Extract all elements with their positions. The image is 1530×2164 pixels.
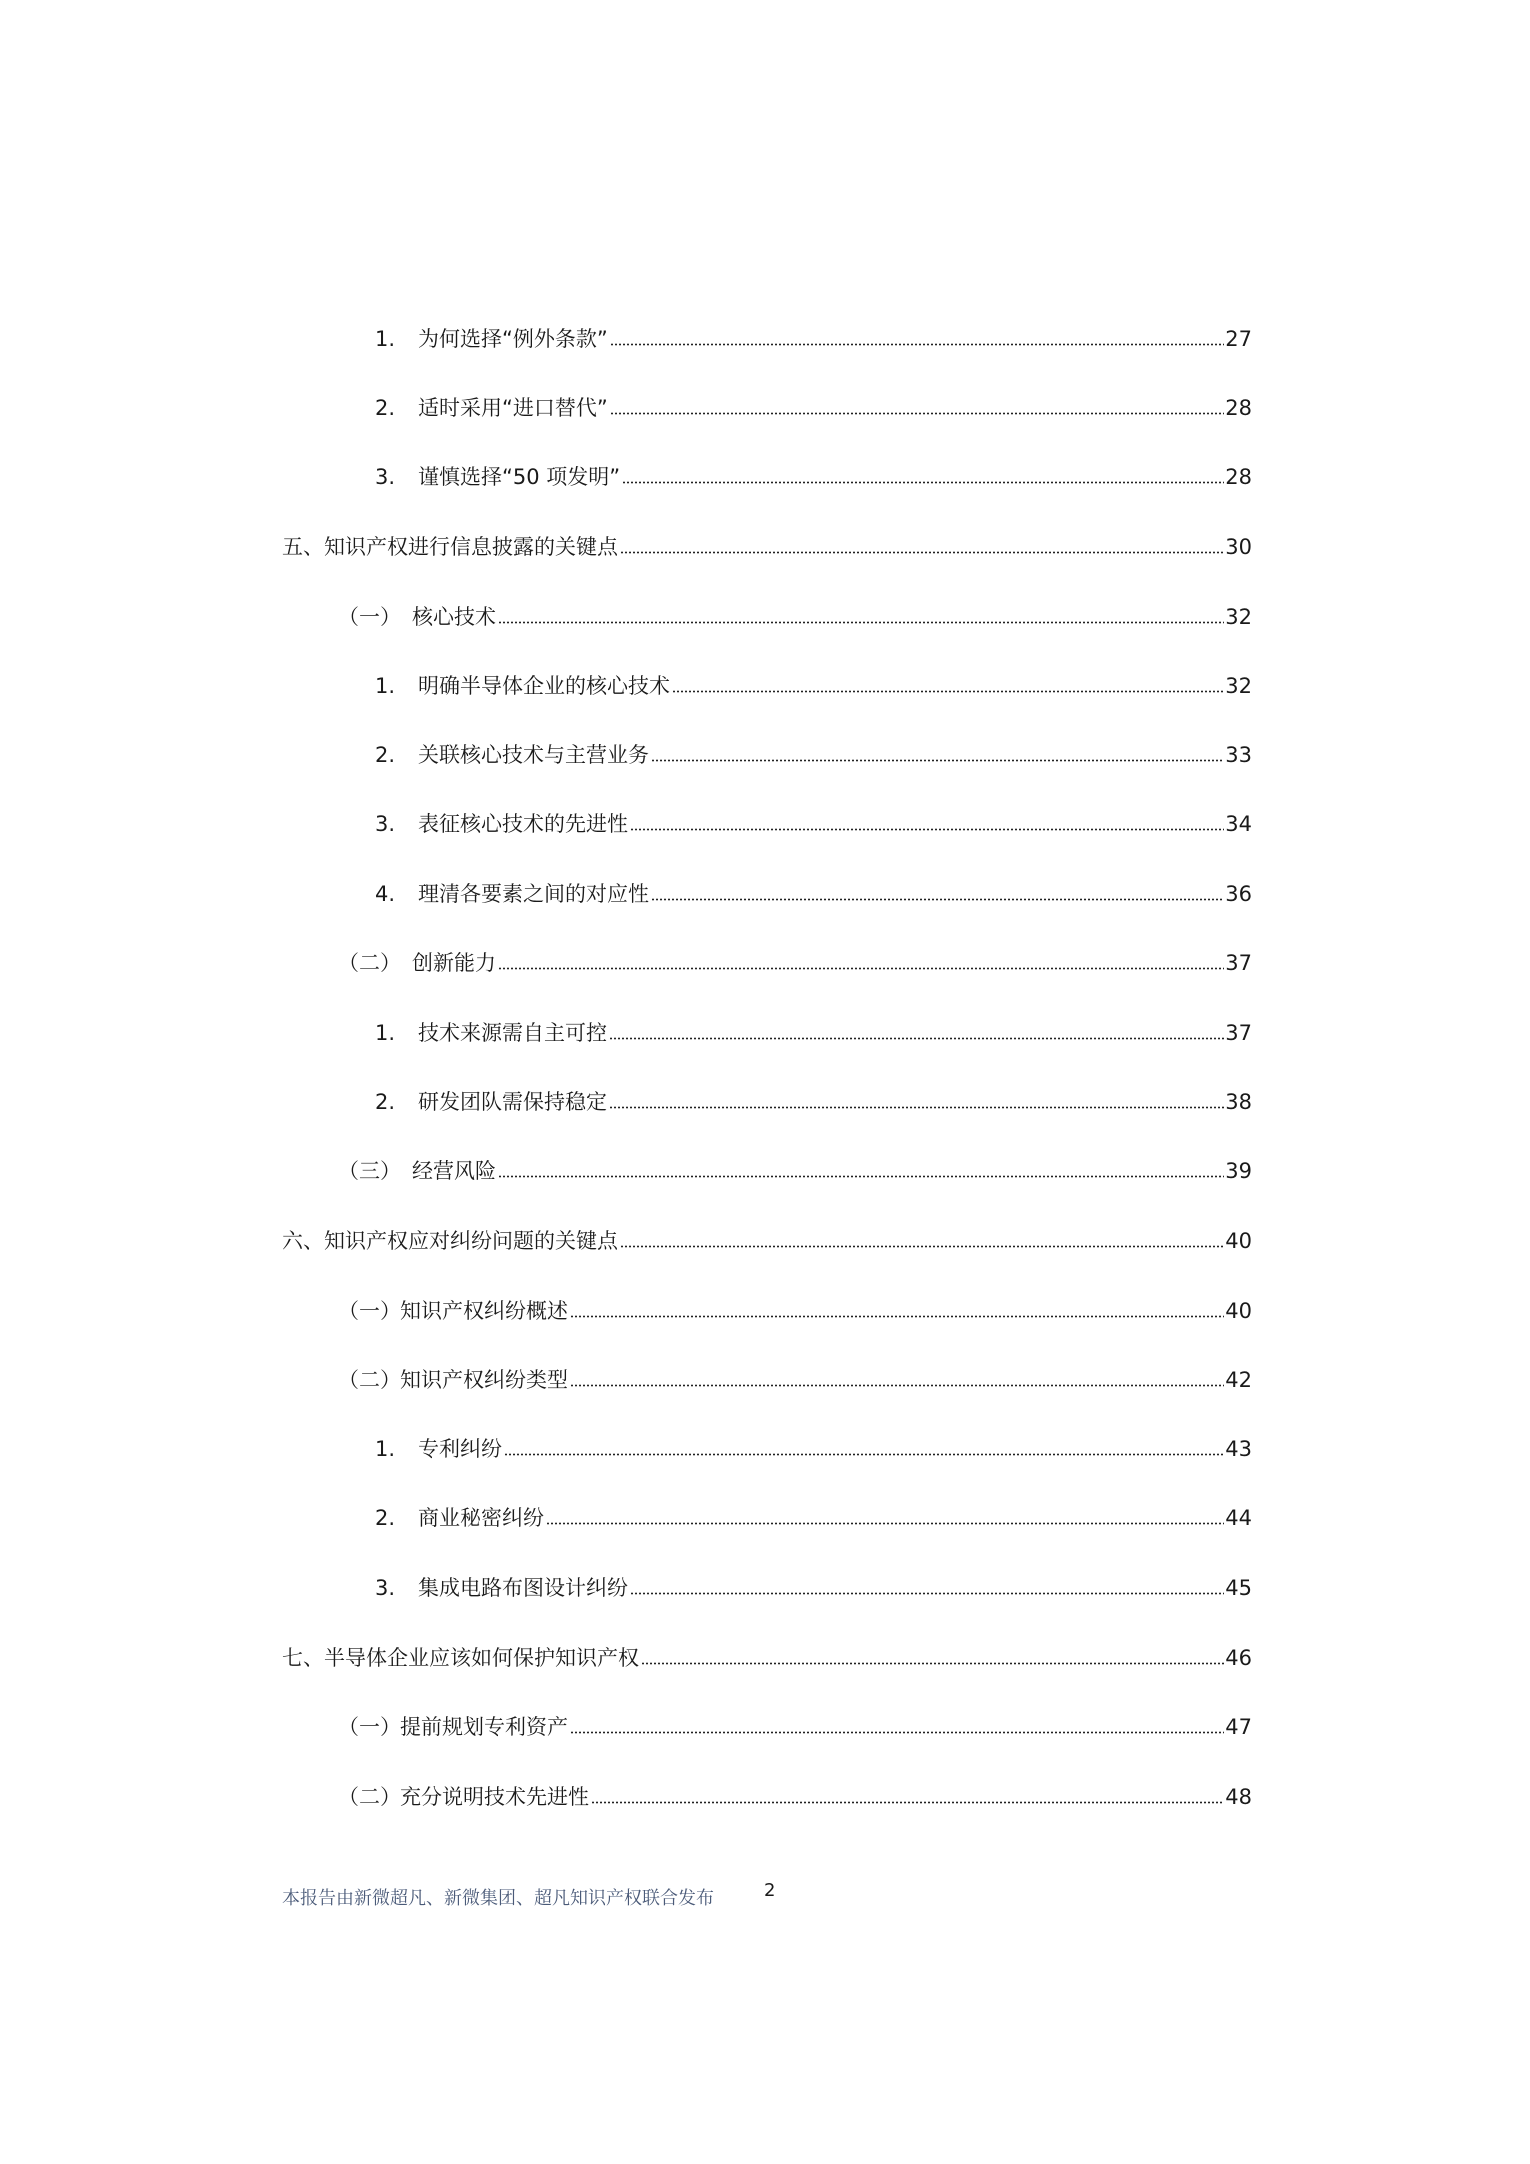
- toc-entry-title: 知识产权进行信息披露的关键点: [324, 535, 618, 559]
- toc-entry-page: 48: [1225, 1785, 1252, 1809]
- toc-entry-number: （一）: [338, 1299, 401, 1323]
- toc-entry-page: 37: [1225, 1021, 1252, 1045]
- toc-entry-number: 七、: [282, 1646, 324, 1670]
- dot-leader: [672, 690, 1224, 693]
- toc-entry[interactable]: [375, 1007, 1252, 1047]
- toc-entry-number: 3.: [375, 812, 396, 836]
- toc-entry[interactable]: [375, 868, 1252, 908]
- toc-entry[interactable]: [375, 382, 1252, 422]
- toc-entry-number: 1.: [375, 1437, 396, 1461]
- toc-entry[interactable]: [375, 1423, 1252, 1463]
- toc-entry-number: 2.: [375, 1090, 396, 1114]
- toc-entry-number: 六、: [282, 1229, 324, 1253]
- toc-entry[interactable]: [375, 451, 1252, 491]
- toc-section-entry[interactable]: [338, 1145, 1252, 1185]
- toc-entry-title: 研发团队需保持稳定: [418, 1090, 607, 1114]
- dot-leader: [498, 621, 1224, 624]
- toc-entry-page: 33: [1225, 743, 1252, 767]
- dot-leader: [498, 967, 1224, 970]
- toc-entry-page: 32: [1225, 674, 1252, 698]
- toc-entry-number: 1.: [375, 674, 396, 698]
- footer-publisher-note: 本报告由新微超凡、新微集团、超凡知识产权联合发布: [282, 1888, 714, 1909]
- toc-entry-title: 关联核心技术与主营业务: [418, 743, 649, 767]
- toc-entry-title: 适时采用“进口替代”: [418, 396, 608, 420]
- toc-entry-page: 46: [1225, 1646, 1252, 1670]
- toc-section-entry[interactable]: [338, 1771, 1252, 1811]
- toc-entry-title: 提前规划专利资产: [400, 1715, 568, 1739]
- toc-entry-number: 1.: [375, 1021, 396, 1045]
- toc-entry-page: 43: [1225, 1437, 1252, 1461]
- toc-entry-page: 30: [1225, 535, 1252, 559]
- dot-leader: [620, 551, 1224, 554]
- toc-entry-title: 经营风险: [412, 1159, 496, 1183]
- toc-section-entry[interactable]: [338, 1701, 1252, 1741]
- toc-entry[interactable]: [375, 660, 1252, 700]
- toc-entry-page: 37: [1225, 951, 1252, 975]
- toc-entry[interactable]: [375, 729, 1252, 769]
- dot-leader: [570, 1384, 1224, 1387]
- dot-leader: [504, 1453, 1224, 1456]
- toc-section-entry[interactable]: [338, 591, 1252, 631]
- toc-entry-page: 44: [1225, 1506, 1252, 1530]
- toc-entry-number: 2.: [375, 396, 396, 420]
- dot-leader: [609, 1037, 1224, 1040]
- toc-entry-page: 28: [1225, 465, 1252, 489]
- toc-entry-title: 集成电路布图设计纠纷: [418, 1576, 628, 1600]
- toc-entry-title: 技术来源需自主可控: [418, 1021, 607, 1045]
- toc-entry-number: 3.: [375, 465, 396, 489]
- toc-entry-number: 1.: [375, 327, 396, 351]
- dot-leader: [570, 1731, 1224, 1734]
- dot-leader: [609, 1106, 1224, 1109]
- toc-entry-page: 34: [1225, 812, 1252, 836]
- dot-leader: [651, 759, 1224, 762]
- dot-leader: [641, 1662, 1224, 1665]
- toc-entry-number: 3.: [375, 1576, 396, 1600]
- toc-entry-title: 半导体企业应该如何保护知识产权: [324, 1646, 639, 1670]
- dot-leader: [610, 412, 1225, 415]
- toc-entry-number: 2.: [375, 743, 396, 767]
- toc-entry-number: （一）: [338, 605, 401, 629]
- toc-entry-title: 充分说明技术先进性: [400, 1785, 589, 1809]
- toc-entry-title: 明确半导体企业的核心技术: [418, 674, 670, 698]
- toc-entry-number: （一）: [338, 1715, 401, 1739]
- dot-leader: [622, 481, 1224, 484]
- dot-leader: [630, 1592, 1224, 1595]
- toc-entry-page: 40: [1225, 1299, 1252, 1323]
- toc-entry-page: 38: [1225, 1090, 1252, 1114]
- toc-entry-title: 商业秘密纠纷: [418, 1506, 544, 1530]
- toc-entry-number: 五、: [282, 535, 324, 559]
- toc-entry[interactable]: [375, 798, 1252, 838]
- toc-entry-title: 谨慎选择“50 项发明”: [418, 465, 621, 489]
- footer-page-number: 2: [764, 1880, 776, 1901]
- dot-leader: [630, 828, 1224, 831]
- toc-entry-page: 47: [1225, 1715, 1252, 1739]
- toc-chapter-entry[interactable]: [282, 1215, 1252, 1255]
- toc-entry-page: 42: [1225, 1368, 1252, 1392]
- toc-entry[interactable]: [375, 1562, 1252, 1602]
- toc-chapter-entry[interactable]: [282, 521, 1252, 561]
- toc-section-entry[interactable]: [338, 1354, 1252, 1394]
- toc-entry-title: 表征核心技术的先进性: [418, 812, 628, 836]
- toc-chapter-entry[interactable]: [282, 1632, 1252, 1672]
- dot-leader: [498, 1175, 1224, 1178]
- dot-leader: [651, 898, 1224, 901]
- toc-section-entry[interactable]: [338, 937, 1252, 977]
- dot-leader: [570, 1315, 1224, 1318]
- toc-entry-title: 专利纠纷: [418, 1437, 502, 1461]
- toc-entry-page: 40: [1225, 1229, 1252, 1253]
- toc-entry-page: 45: [1225, 1576, 1252, 1600]
- toc-entry-title: 知识产权应对纠纷问题的关键点: [324, 1229, 618, 1253]
- toc-section-entry[interactable]: [338, 1285, 1252, 1325]
- toc-entry-title: 知识产权纠纷概述: [400, 1299, 568, 1323]
- toc-entry[interactable]: [375, 1076, 1252, 1116]
- toc-entry-page: 36: [1225, 882, 1252, 906]
- toc-entry-number: （二）: [338, 1785, 401, 1809]
- toc-entry-page: 39: [1225, 1159, 1252, 1183]
- toc-entry-title: 理清各要素之间的对应性: [418, 882, 649, 906]
- dot-leader: [610, 343, 1225, 346]
- toc-entry-number: （三）: [338, 1159, 401, 1183]
- toc-entry-page: 32: [1225, 605, 1252, 629]
- toc-entry-title: 核心技术: [412, 605, 496, 629]
- toc-entry-number: （二）: [338, 951, 401, 975]
- toc-entry-number: 4.: [375, 882, 396, 906]
- toc-entry-page: 27: [1225, 327, 1252, 351]
- toc-entry-number: （二）: [338, 1368, 401, 1392]
- toc-entry-title: 知识产权纠纷类型: [400, 1368, 568, 1392]
- toc-entry-title: 为何选择“例外条款”: [418, 327, 608, 351]
- toc-entry-title: 创新能力: [412, 951, 496, 975]
- dot-leader: [546, 1522, 1224, 1525]
- toc-entry[interactable]: [375, 1492, 1252, 1532]
- dot-leader: [591, 1801, 1224, 1804]
- toc-entry-number: 2.: [375, 1506, 396, 1530]
- toc-entry-page: 28: [1225, 396, 1252, 420]
- dot-leader: [620, 1245, 1224, 1248]
- toc-entry[interactable]: [375, 313, 1252, 353]
